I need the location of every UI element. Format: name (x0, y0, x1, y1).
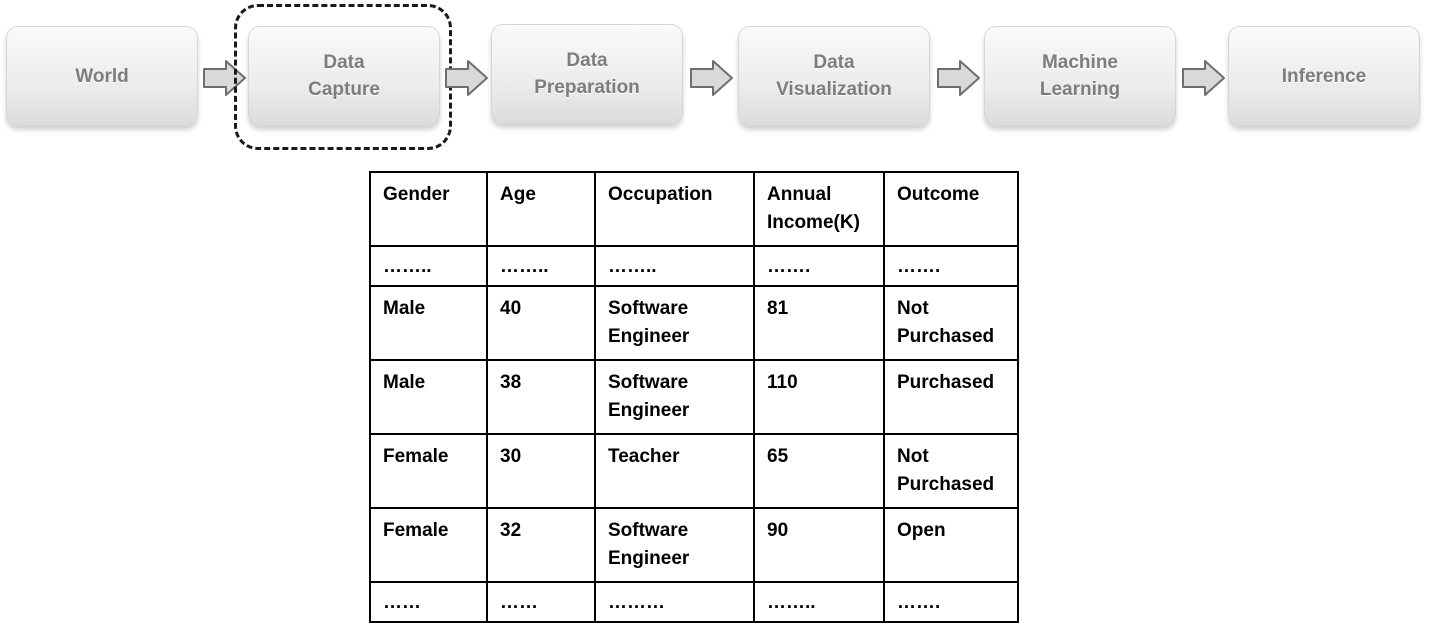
table-row (370, 286, 1018, 360)
table-cell: 65 (754, 434, 884, 508)
table-row (370, 360, 1018, 434)
table-cell: Female (370, 508, 487, 582)
table-cell: ……. (754, 246, 884, 286)
table-cell: Software Engineer (595, 508, 754, 582)
stage-world-label: World (75, 65, 129, 87)
table-cell: 110 (754, 360, 884, 434)
table-cell: ……. (884, 246, 1018, 286)
right-arrow-icon (936, 58, 982, 98)
stage-data-visualization-label: Data Visualization (776, 52, 892, 100)
right-arrow-icon (689, 58, 735, 98)
table-cell: Open (884, 508, 1018, 582)
table-row (370, 582, 1018, 622)
stage-world (6, 26, 198, 126)
table-cell: …….. (595, 246, 754, 286)
stage-data-preparation (491, 24, 683, 124)
table-row (370, 246, 1018, 286)
table-cell: 40 (487, 286, 595, 360)
table-cell: Male (370, 286, 487, 360)
header-annual-income: Annual Income(K) (754, 172, 884, 246)
header-age: Age (487, 172, 595, 246)
table-cell: Male (370, 360, 487, 434)
header-occupation: Occupation (595, 172, 754, 246)
stage-machine-learning-label: Machine Learning (1039, 52, 1121, 100)
table-header-row (370, 172, 1018, 246)
table-cell: 90 (754, 508, 884, 582)
table-cell: …….. (370, 246, 487, 286)
header-gender: Gender (370, 172, 487, 246)
stage-data-capture-label: Data Capture (308, 52, 380, 100)
table-cell: …….. (754, 582, 884, 622)
table-cell: 81 (754, 286, 884, 360)
table-cell: 38 (487, 360, 595, 434)
table-cell: Teacher (595, 434, 754, 508)
table-cell: …… (370, 582, 487, 622)
stage-machine-learning (984, 26, 1176, 126)
stage-data-visualization (738, 26, 930, 126)
table-cell: 32 (487, 508, 595, 582)
stage-inference-label: Inference (1281, 65, 1367, 87)
right-arrow-icon (444, 58, 490, 98)
table-cell: ……… (595, 582, 754, 622)
table-cell: Not Purchased (884, 286, 1018, 360)
right-arrow-icon (1181, 58, 1227, 98)
header-outcome: Outcome (884, 172, 1018, 246)
table-row (370, 508, 1018, 582)
data-capture-table (369, 171, 1019, 623)
table-cell: Female (370, 434, 487, 508)
table-cell: ……. (884, 582, 1018, 622)
stage-data-preparation-label: Data Preparation (534, 50, 640, 98)
table-cell: 30 (487, 434, 595, 508)
table-cell: …….. (487, 246, 595, 286)
highlight-dashed-border (234, 4, 452, 150)
table-cell: Software Engineer (595, 360, 754, 434)
table-cell: Software Engineer (595, 286, 754, 360)
table-cell: Not Purchased (884, 434, 1018, 508)
table-row (370, 434, 1018, 508)
stage-inference (1228, 26, 1420, 126)
table-cell: …… (487, 582, 595, 622)
table-cell: Purchased (884, 360, 1018, 434)
